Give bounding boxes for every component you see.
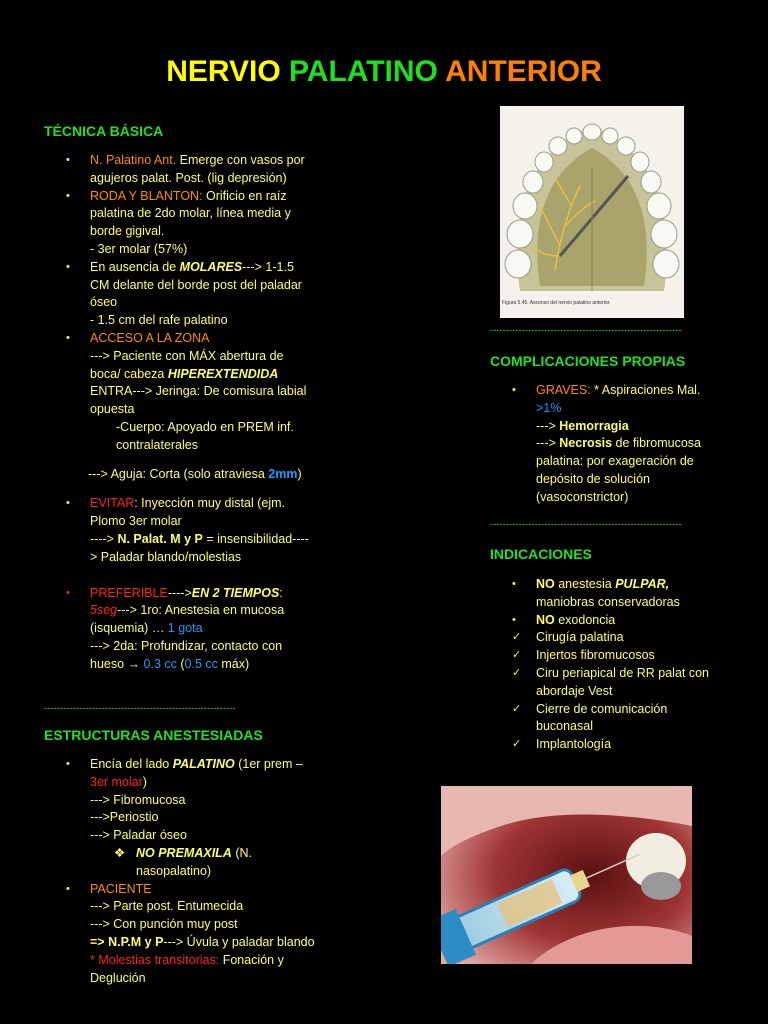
bullet-icon: • <box>66 758 70 770</box>
list-item: • NO exodoncia <box>536 612 721 630</box>
figure-caption: Figura 5.45. Ascenso del nervio palatino anterior. <box>502 300 611 306</box>
check-icon: ✓ <box>512 649 522 662</box>
estructuras-heading: ESTRUCTURAS ANESTESIADAS <box>44 727 263 743</box>
indicaciones-heading: INDICACIONES <box>490 546 592 562</box>
list-item: • ACCESO A LA ZONA ---> Paciente con MÁX abertura de boca/ cabeza HIPEREXTENDIDA ENTRA---> Jeringa: De comisura labial opuesta -Cuerpo: Apoyado en PREM inf. contralaterales ---> Aguja: Corta (solo atraviesa 2mm) <box>66 330 307 481</box>
check-icon: ✓ <box>512 702 522 715</box>
list-item: • PREFERIBLE---->EN 2 TIEMPOS: 5seg---> 1ro: Anestesia en mucosa (isquemia) … 1 gota ---> 2da: Profundizar, contacto con hueso → 0.3 cc (0.5 cc máx) <box>66 585 285 671</box>
list-item: ✓ Injertos fibromucosos <box>536 647 721 665</box>
check-icon: ✓ <box>512 631 522 644</box>
bullet-icon: • <box>512 578 516 590</box>
page-title: NERVIO PALATINO ANTERIOR <box>166 55 602 88</box>
diamond-icon: ❖ <box>114 845 126 860</box>
bullet-icon: • <box>66 260 70 273</box>
check-icon: ✓ <box>512 666 522 679</box>
separator: ------------------------------------------------------------ <box>490 519 682 529</box>
separator: ------------------------------------------------------------ <box>44 703 236 713</box>
indicaciones-list <box>512 576 721 754</box>
check-icon: ✓ <box>512 738 522 751</box>
separator: ------------------------------------------------------------ <box>490 325 682 335</box>
list-item: • PACIENTE ---> Parte post. Entumecida ---> Con punción muy post => N.P.M y P---> Úvula y paladar blando * Molestias transitorias: Fonación y Deglución <box>66 881 315 985</box>
list-item: • EVITAR: Inyección muy distal (ejm. Plomo 3er molar ----> N. Palat. M y P = insensibilidad----> Paladar blando/molestias <box>66 496 309 564</box>
list-item: ✓ Cirugía palatina <box>536 629 721 647</box>
bullet-icon: • <box>66 586 70 599</box>
bullet-icon: • <box>512 613 516 626</box>
list-item: • NO anestesia PULPAR, maniobras conservadoras <box>512 577 680 609</box>
list-item: • GRAVES: * Aspiraciones Mal. >1% ---> Hemorragia ---> Necrosis de fibromucosa palatina: por exageración de depósito de solución (vasoconstrictor) <box>512 383 702 504</box>
bullet-icon: • <box>66 882 70 895</box>
list-item: • Encía del lado PALATINO (1er prem – 3er molar) ---> Fibromucosa --->Periostio ---> Paladar óseo ❖ NO PREMAXILA (N. nasopalatino) <box>66 757 303 878</box>
complicaciones-heading: COMPLICACIONES PROPIAS <box>490 353 686 369</box>
injection-drawing <box>441 786 692 964</box>
bullet-icon: • <box>512 384 516 396</box>
injection-photo <box>441 786 692 964</box>
tecnica-list <box>66 152 310 674</box>
list-item: • En ausencia de MOLARES---> 1-1.5 CM delante del borde post del paladar óseo - 1.5 cm del rafe palatino <box>66 259 302 328</box>
bullet-icon: • <box>66 154 70 166</box>
list-item: ✓ Cierre de comunicación buconasal <box>512 701 668 734</box>
complicaciones-list <box>512 382 716 507</box>
bullet-icon: • <box>66 331 70 344</box>
list-item: • N. Palatino Ant. Emerge con vasos por agujeros palat. Post. (lig depresión) <box>66 153 305 185</box>
list-item: ✓ Implantología <box>536 736 721 754</box>
palate-drawing <box>500 106 684 318</box>
bullet-icon: • <box>66 497 70 510</box>
list-item: • RODA Y BLANTON: Orificio en raíz palatina de 2do molar, línea media y borde gigival. - 3er molar (57%) <box>66 188 291 256</box>
list-item: ✓ Ciru periapical de RR palat con abordaje Vest <box>512 665 710 698</box>
palate-anatomy-figure <box>500 106 684 318</box>
bullet-icon: • <box>66 189 70 202</box>
tecnica-heading: TÉCNICA BÁSICA <box>44 123 164 139</box>
estructuras-list <box>66 756 315 987</box>
